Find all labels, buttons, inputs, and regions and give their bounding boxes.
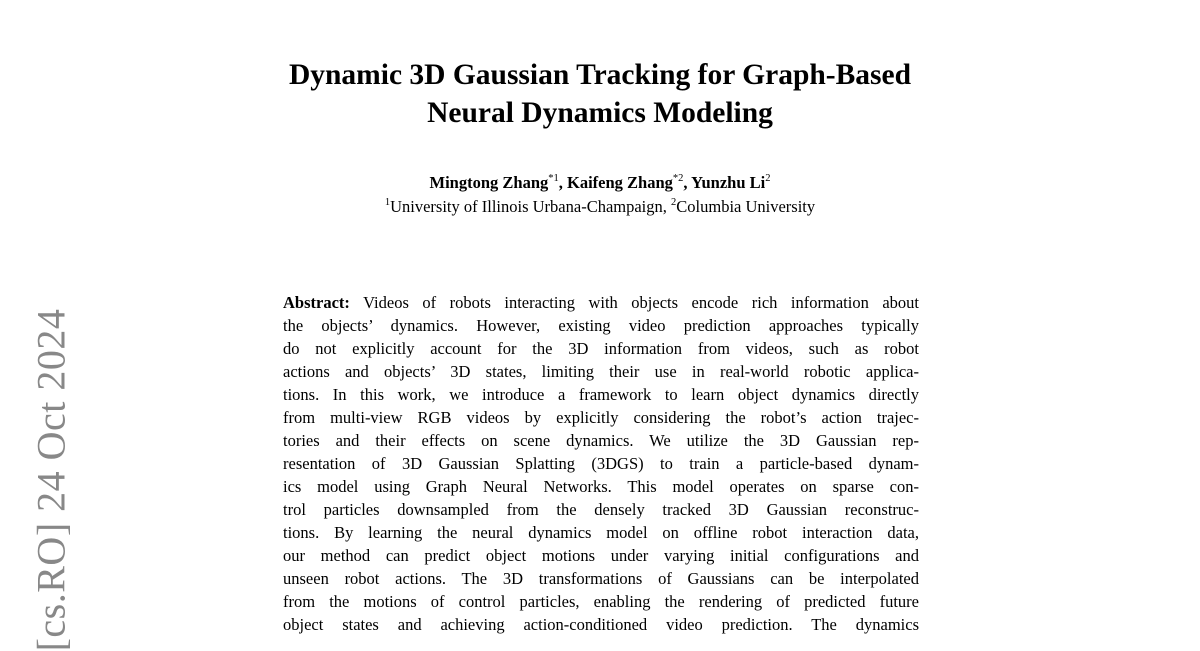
abstract-line: from the motions of control particles, enabling the rendering of predicted future [283,592,919,611]
paper-title-line-1: Dynamic 3D Gaussian Tracking for Graph-Based [288,59,912,91]
author-affiliation-mark: *1 [548,172,559,184]
affiliation-name: University of Illinois Urbana-Champaign, [390,197,672,216]
abstract-line: our method can predict object motions under varying initial configurations and [283,546,919,565]
abstract-line: tions. In this work, we introduce a framework to learn object dynamics directly [283,385,919,404]
paper-title-line-2: Neural Dynamics Modeling [427,97,773,129]
abstract-label: Abstract: [283,293,350,312]
affiliation-mark: 1 [384,196,391,208]
abstract-line: the objects’ dynamics. However, existing video prediction approaches typically [283,316,919,335]
affiliation-list [0,196,1200,218]
abstract-line: tories and their effects on scene dynamics. We utilize the 3D Gaussian rep- [283,431,919,450]
abstract-line: resentation of 3D Gaussian Splatting (3DGS) to train a particle-based dynam- [283,454,919,473]
abstract-line: tions. By learning the neural dynamics model on offline robot interaction data, [283,523,919,542]
abstract-line: object states and achieving action-conditioned video prediction. The dynamics [283,615,919,634]
author-affiliation-mark: *2 [672,172,684,184]
author-affiliation-mark: 2 [765,172,771,184]
author-list [0,172,1200,194]
author-separator: , [558,173,568,192]
abstract-line [283,291,919,314]
abstract-line: from multi-view RGB videos by explicitly considering the robot’s action trajec- [283,408,919,427]
author-name: Kaifeng Zhang [567,173,673,192]
abstract-line: actions and objects’ 3D states, limiting their use in real-world robotic applica- [283,362,919,381]
abstract-line: do not explicitly account for the 3D information from videos, such as robot [283,339,919,358]
author-name: Yunzhu Li [691,173,766,192]
abstract-line: unseen robot actions. The 3D transformations of Gaussians can be interpolated [283,569,919,588]
abstract-line: trol particles downsampled from the densely tracked 3D Gaussian reconstruc- [283,500,919,519]
abstract-line: ics model using Graph Neural Networks. This model operates on sparse con- [283,477,919,496]
author-separator: , [683,173,692,192]
author-name: Mingtong Zhang [429,173,549,192]
affiliation-name: Columbia University [676,197,816,216]
abstract-first-line-text: Videos of robots interacting with objects encode rich information about [349,293,919,312]
arxiv-side-stamp: [cs.RO] 24 Oct 2024 [28,308,74,651]
abstract [283,291,919,636]
affiliation-mark: 2 [671,196,677,208]
